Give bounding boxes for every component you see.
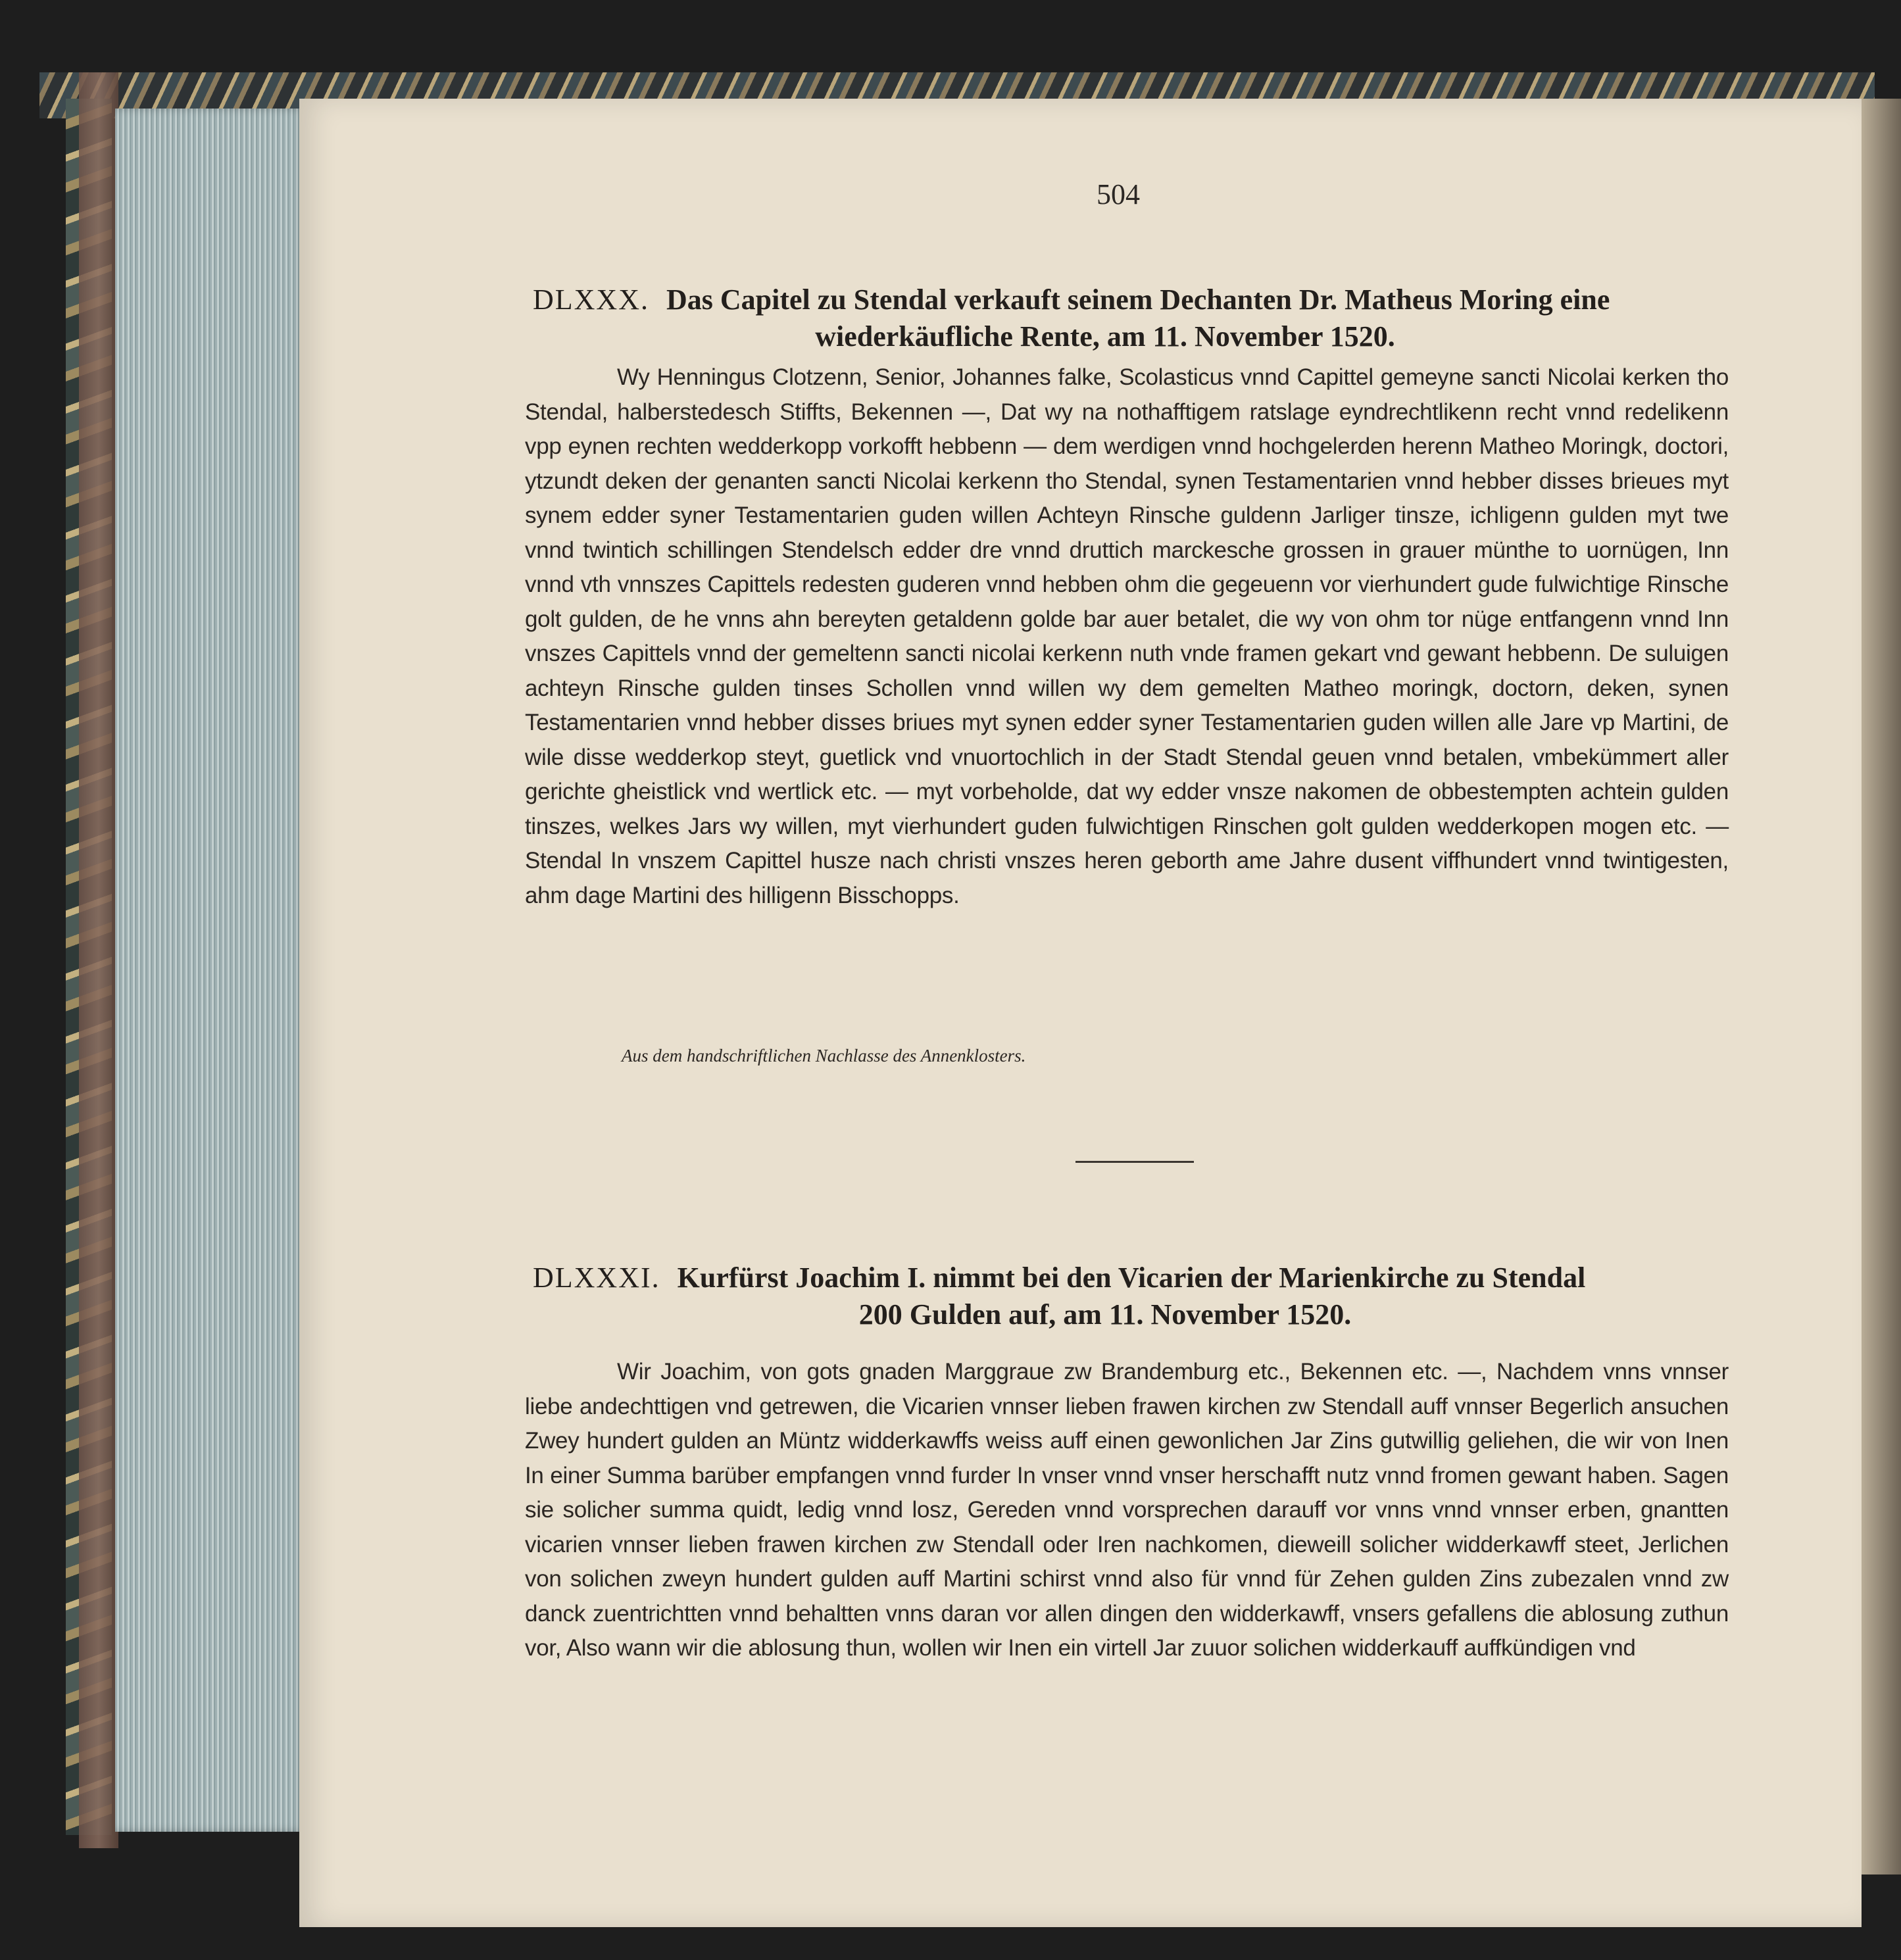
heading-line-1: Das Capitel zu Stendal verkauft seinem Dechanten Dr. Matheus Moring eine bbox=[666, 283, 1610, 316]
document-number: DLXXXI. bbox=[533, 1262, 660, 1294]
document-body-dlxxxi: Wir Joachim, von gots gnaden Marggraue zw Brandemburg etc., Bekennen etc. —, Nachdem vnns vnnser liebe andechttigen vnd getrewen, die Vicarien vnnser lieben frawen kirchen zw Stendall auff vnnser Begerlich ansuchen Zwey hundert gulden an Müntz widderkawffs weiss auff einen gewonlichen Jar Zins gutwillig geliehen, die wir von Inen In einer Summa barüber empfangen vnnd furder In vnser vnnd vnser herschafft nutz vnnd fromen gewant haben. Sagen sie solicher summa quidt, ledig vnnd losz, Gereden vnnd vorsprechen darauff vor vnns vnnd vnnser erben, gnantten vicarien vnnser lieben frawen kirchen zw Stendall oder Iren nachkomen, dieweill solicher widderkawff steet, Jerlichen von solichen zweyn hundert gulden auff Martini schirst vnnd also für vnnd für Zehen gulden Zins zubezalen vnnd zw danck zuentrichtten vnnd behaltten vnns daran vor allen dingen den widderkawff, vnsers gefallens die ablosung zuthun vor, Also wann wir die ablosung thun, wollen wir Inen ein virtell Jar zuuor solichen widderkauff auffkündigen vnd bbox=[525, 1359, 1729, 1661]
book-spine bbox=[79, 72, 118, 1848]
heading-line-1: Kurfürst Joachim I. nimmt bei den Vicarien der Marienkirche zu Stendal bbox=[677, 1262, 1586, 1294]
heading-line-2: 200 Gulden auf, am 11. November 1520. bbox=[858, 1298, 1352, 1331]
document-heading-dlxxxi bbox=[533, 1260, 1677, 1333]
document-heading-dlxxx bbox=[533, 282, 1677, 355]
page-number: 504 bbox=[1097, 178, 1140, 210]
document-body-dlxxx: Wy Henningus Clotzenn, Senior, Johannes falke, Scolasticus vnnd Capittel gemeyne sancti Nicolai kerken tho Stendal, halberstedesch Stiffts, Bekennen —, Dat wy na nothafftigem ratslage eyndrechtlikenn recht vnnd redelikenn vpp eynen rechten wedderkopp vorkofft hebbenn — dem werdigen vnnd hochgelerden herenn Matheo Moringk, doctori, ytzundt deken der genanten sancti Nicolai kerkenn tho Stendal, synen Testamentarien vnnd hebber disses brieues myt synem edder syner Testamentarien guden willen Achteyn Rinsche guldenn Jarliger tinsze, ichligenn gulden myt twe vnnd twintich schillingen Stendelsch edder dre vnnd druttich marckesche grossen in grauer münthe to uornügen, Inn vnnd vth vnnszes Capittels redesten guderen vnnd hebben ohm die gegeuenn vor vierhundert gude fulwichtige Rinsche golt gulden, de he vnns ahn bereyten getaldenn golde bar auer betalet, die wy von ohm tor nüge entfangenn vnnd Inn vnszes Capittels vnnd der gemeltenn sancti nicolai kerkenn nuth vnde framen gekart vnd gewant hebbenn. De suluigen achteyn Rinsche gulden tinses Schollen vnnd willen wy dem gemelten Matheo moringk, doctorn, deken, synen Testamentarien vnnd hebber disses briues myt synen edder syner Testamentarien guden willen alle Jare vp Martini, de wile disse wedderkop steyt, guetlick vnd vnuortochlich in der Stadt Stendal geuen vnnd betalen, vmbekümmert aller gerichte gheistlick vnd wertlick etc. — myt vorbeholde, dat wy edder vnsze nakomen de obbestempten achtein gulden tinszes, welkes Jars wy willen, myt vierhundert guden fulwichtigen Rinschen golt gulden wedderkopen mogen etc. — Stendal In vnszem Capittel husze nach christi vnszes heren geborth ame Jahre dusent viffhundert vnnd twintigesten, ahm dage Martini des hilligenn Bisschopps. bbox=[525, 364, 1729, 908]
facing-page-edge bbox=[1862, 99, 1901, 1874]
section-divider bbox=[1075, 1161, 1194, 1163]
page-edges bbox=[115, 109, 306, 1832]
source-note: Aus dem handschriftlichen Nachlasse des Annenklosters. bbox=[622, 1046, 1026, 1066]
document-number: DLXXX. bbox=[533, 283, 649, 316]
heading-line-2: wiederkäufliche Rente, am 11. November 1520. bbox=[815, 320, 1395, 353]
